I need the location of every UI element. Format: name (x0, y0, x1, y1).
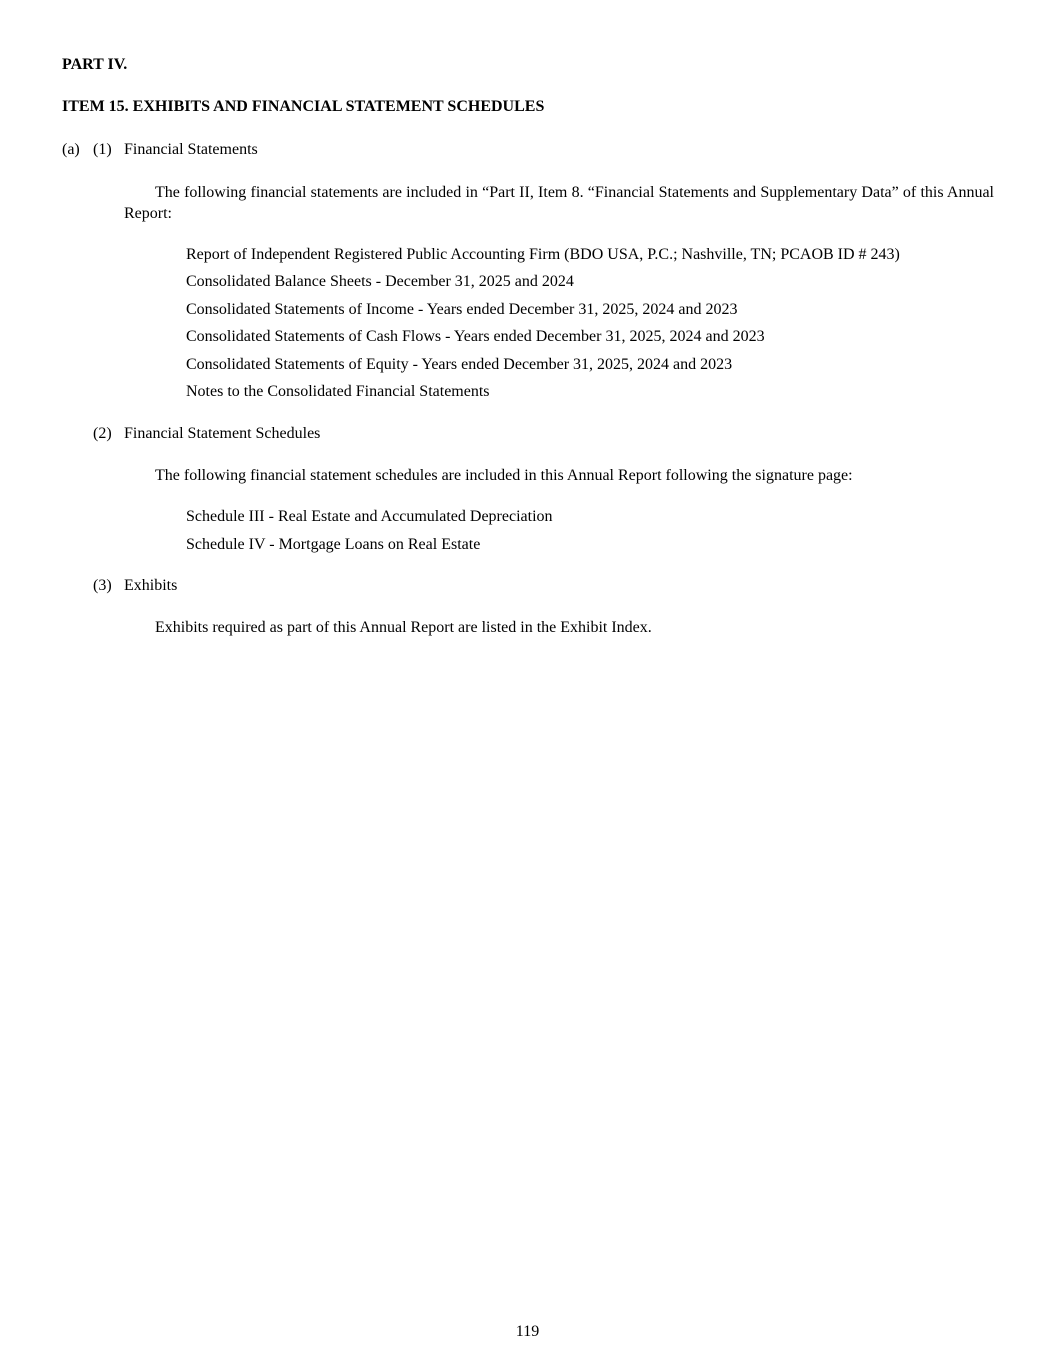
subsection-2-marker: (2) (93, 425, 112, 442)
subsection-2-title: Financial Statement Schedules (124, 425, 321, 442)
list-item: Schedule IV - Mortgage Loans on Real Estate (186, 536, 481, 553)
list-item: Schedule III - Real Estate and Accumulated Depreciation (186, 508, 553, 525)
page-number: 119 (515, 1323, 540, 1340)
list-item: Consolidated Statements of Cash Flows - Years ended December 31, 2025, 2024 and 2023 (186, 328, 765, 345)
list-item: Consolidated Balance Sheets - December 31, 2025 and 2024 (186, 273, 574, 290)
subsection-3-marker: (3) (93, 577, 112, 594)
subsection-3-title: Exhibits (124, 577, 178, 594)
list-item: Report of Independent Registered Public Accounting Firm (BDO USA, P.C.; Nashville, TN; PCAOB ID # 243) (186, 246, 900, 263)
financial-statements-intro: The following financial statements are included in “Part II, Item 8. “Financial Statements and Supplementary Data” of this Annual Report: (124, 184, 994, 222)
section-a-marker: (a) (62, 141, 80, 158)
exhibits-intro: Exhibits required as part of this Annual Report are listed in the Exhibit Index. (155, 619, 652, 636)
list-item: Consolidated Statements of Equity - Years ended December 31, 2025, 2024 and 2023 (186, 356, 733, 373)
part-heading: PART IV. (62, 56, 128, 73)
subsection-1-marker: (1) (93, 141, 112, 158)
subsection-1-title: Financial Statements (124, 141, 258, 158)
list-item: Notes to the Consolidated Financial Statements (186, 383, 490, 400)
list-item: Consolidated Statements of Income - Years ended December 31, 2025, 2024 and 2023 (186, 301, 738, 318)
schedules-intro: The following financial statement schedules are included in this Annual Report following the signature page: (155, 467, 853, 484)
item-heading: ITEM 15. EXHIBITS AND FINANCIAL STATEMENT SCHEDULES (62, 98, 545, 115)
